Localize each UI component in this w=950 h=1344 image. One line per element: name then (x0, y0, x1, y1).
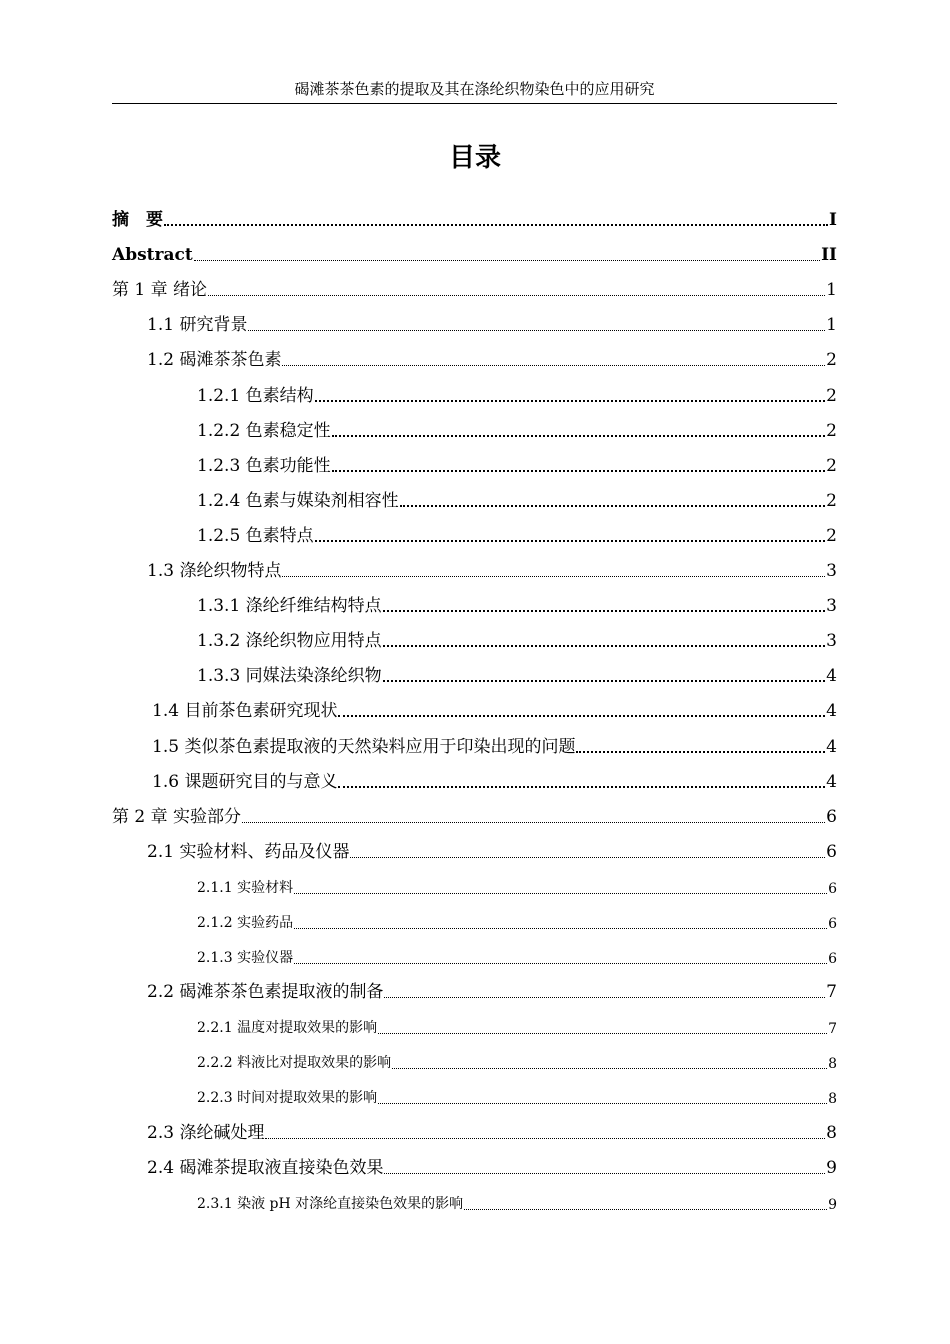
toc-entry-page-number: 7 (828, 1021, 837, 1038)
toc-entry-page-number: 4 (826, 771, 837, 792)
toc-entry-label: 1.1 研究背景 (147, 315, 248, 336)
toc-entry-label: 1.2.1 色素结构 (197, 385, 314, 406)
toc-entry-label: 2.1 实验材料、药品及仪器 (147, 841, 350, 862)
toc-entry[interactable] (112, 270, 837, 305)
toc-entry-page-number: 9 (828, 1196, 837, 1213)
toc-entry-page-number: 1 (826, 315, 837, 336)
toc-entry-label: 2.3.1 染液 pH 对涤纶直接染色效果的影响 (197, 1195, 464, 1212)
dot-leader (282, 576, 825, 577)
toc-entry-label: 2.2.2 料液比对提取效果的影响 (197, 1055, 392, 1072)
toc-entry[interactable] (112, 937, 837, 972)
toc-entry[interactable] (112, 516, 837, 551)
toc-entry-page-number: 6 (826, 841, 837, 862)
toc-entry[interactable] (112, 375, 837, 410)
dot-leader (242, 822, 825, 823)
toc-entry[interactable] (112, 235, 837, 270)
dot-leader (294, 928, 827, 929)
dot-leader (332, 435, 826, 437)
toc-entry-label: Abstract (112, 245, 193, 266)
toc-entry[interactable] (112, 481, 837, 516)
toc-entry-label: 1.2.3 色素功能性 (197, 455, 331, 476)
toc-entry-page-number: 9 (826, 1157, 837, 1178)
toc-entry-label: 第 1 章 绪论 (112, 280, 208, 301)
toc-entry[interactable] (112, 691, 837, 726)
toc-entry-page-number: 6 (828, 951, 837, 968)
toc-entry-label: 2.3 涤纶碱处理 (147, 1122, 265, 1143)
dot-leader (384, 1173, 825, 1174)
dot-leader (265, 1138, 825, 1139)
toc-entry[interactable] (112, 586, 837, 621)
dot-leader (384, 997, 825, 998)
dot-leader (282, 365, 825, 366)
toc-entry[interactable] (112, 411, 837, 446)
toc-entry-page-number: 3 (826, 631, 837, 652)
toc-entry-page-number: 4 (826, 666, 837, 687)
toc-entry-label: 1.2 碣滩茶茶色素 (147, 350, 282, 371)
dot-leader (194, 260, 820, 261)
toc-entry-page-number: 1 (826, 280, 837, 301)
toc-entry-page-number: 6 (828, 880, 837, 897)
dot-leader (378, 1033, 827, 1034)
toc-entry-page-number: 8 (826, 1122, 837, 1143)
page-title: 目录 (448, 143, 501, 173)
toc-entry-label: 1.4 目前茶色素研究现状 (152, 701, 338, 722)
toc-entry[interactable] (112, 797, 837, 832)
toc-entry-label: 1.6 课题研究目的与意义 (152, 771, 338, 792)
toc-entry-label: 1.3 涤纶织物特点 (147, 561, 282, 582)
toc-entry-page-number: 2 (826, 490, 837, 511)
toc-entry-page-number: 3 (826, 596, 837, 617)
toc-entry[interactable] (112, 1077, 837, 1112)
toc-entry[interactable] (112, 1042, 837, 1077)
toc-entry[interactable] (112, 902, 837, 937)
toc-entry[interactable] (112, 305, 837, 340)
toc-entry-page-number: 2 (826, 385, 837, 406)
toc-entry-label: 1.3.2 涤纶织物应用特点 (197, 631, 382, 652)
dot-leader (350, 857, 825, 858)
dot-leader (248, 330, 825, 331)
running-title: 碣滩茶茶色素的提取及其在涤纶织物染色中的应用研究 (294, 80, 655, 98)
toc-entry-page-number: 4 (826, 701, 837, 722)
toc-entry-label: 第 2 章 实验部分 (112, 806, 242, 827)
toc-entry-page-number: 6 (826, 806, 837, 827)
dot-leader (338, 786, 825, 788)
toc-entry-page-number: 2 (826, 525, 837, 546)
toc-entry[interactable] (112, 1112, 837, 1147)
dot-leader (400, 505, 826, 507)
dot-leader (315, 400, 826, 402)
toc-entry-label: 1.3.3 同媒法染涤纶织物 (197, 666, 382, 687)
toc-entry-page-number: 2 (826, 420, 837, 441)
dot-leader (383, 680, 826, 682)
dot-leader (332, 470, 826, 472)
toc-entry-page-number: 2 (826, 455, 837, 476)
toc-entry-label: 2.2.3 时间对提取效果的影响 (197, 1090, 378, 1107)
toc-entry-label: 1.2.2 色素稳定性 (197, 420, 331, 441)
dot-leader (294, 893, 827, 894)
toc-entry-page-number: I (829, 210, 837, 231)
toc-entry-label: 2.2 碣滩茶茶色素提取液的制备 (147, 982, 384, 1003)
toc-entry-label: 2.1.1 实验材料 (197, 879, 294, 896)
toc-entry[interactable] (112, 340, 837, 375)
toc-entry[interactable] (112, 621, 837, 656)
toc-entry-label: 1.5 类似茶色素提取液的天然染料应用于印染出现的问题 (152, 736, 576, 757)
toc-entry[interactable] (112, 1148, 837, 1183)
dot-leader (383, 645, 826, 647)
toc-entry-label: 摘 要 (112, 210, 163, 231)
toc-entry[interactable] (112, 656, 837, 691)
running-header (112, 79, 837, 104)
toc-entry-page-number: 4 (826, 736, 837, 757)
toc-entry-label: 2.1.3 实验仪器 (197, 950, 294, 967)
dot-leader (464, 1209, 827, 1210)
toc-entry[interactable] (112, 1007, 837, 1042)
toc-entry-page-number: 8 (828, 1091, 837, 1108)
dot-leader (576, 751, 825, 753)
toc-entry-page-number: 6 (828, 915, 837, 932)
dot-leader (338, 715, 825, 717)
toc-entry-label: 2.1.2 实验药品 (197, 914, 294, 931)
dot-leader (392, 1068, 827, 1069)
toc-entry-page-number: 7 (826, 982, 837, 1003)
toc-entry-label: 1.3.1 涤纶纤维结构特点 (197, 596, 382, 617)
dot-leader (315, 540, 826, 542)
toc-entry-label: 2.2.1 温度对提取效果的影响 (197, 1020, 378, 1037)
dot-leader (294, 963, 827, 964)
toc-entry-page-number: 3 (826, 561, 837, 582)
toc-entry[interactable] (112, 200, 837, 235)
toc-entry[interactable] (112, 762, 837, 797)
toc-entry[interactable] (112, 832, 837, 867)
toc-entry[interactable] (112, 867, 837, 902)
toc-entry[interactable] (112, 551, 837, 586)
toc-entry[interactable] (112, 1183, 837, 1218)
dot-leader (208, 295, 825, 296)
toc-entry-page-number: 8 (828, 1056, 837, 1073)
toc-entry-label: 1.2.5 色素特点 (197, 525, 314, 546)
table-of-contents (112, 200, 837, 1218)
toc-entry-label: 2.4 碣滩茶提取液直接染色效果 (147, 1157, 384, 1178)
dot-leader (383, 610, 826, 612)
toc-entry[interactable] (112, 446, 837, 481)
toc-entry-page-number: 2 (826, 350, 837, 371)
toc-entry-page-number: II (821, 245, 837, 266)
toc-entry-label: 1.2.4 色素与媒染剂相容性 (197, 490, 399, 511)
toc-entry[interactable] (112, 972, 837, 1007)
toc-entry[interactable] (112, 726, 837, 761)
dot-leader (164, 224, 828, 226)
dot-leader (378, 1103, 827, 1104)
